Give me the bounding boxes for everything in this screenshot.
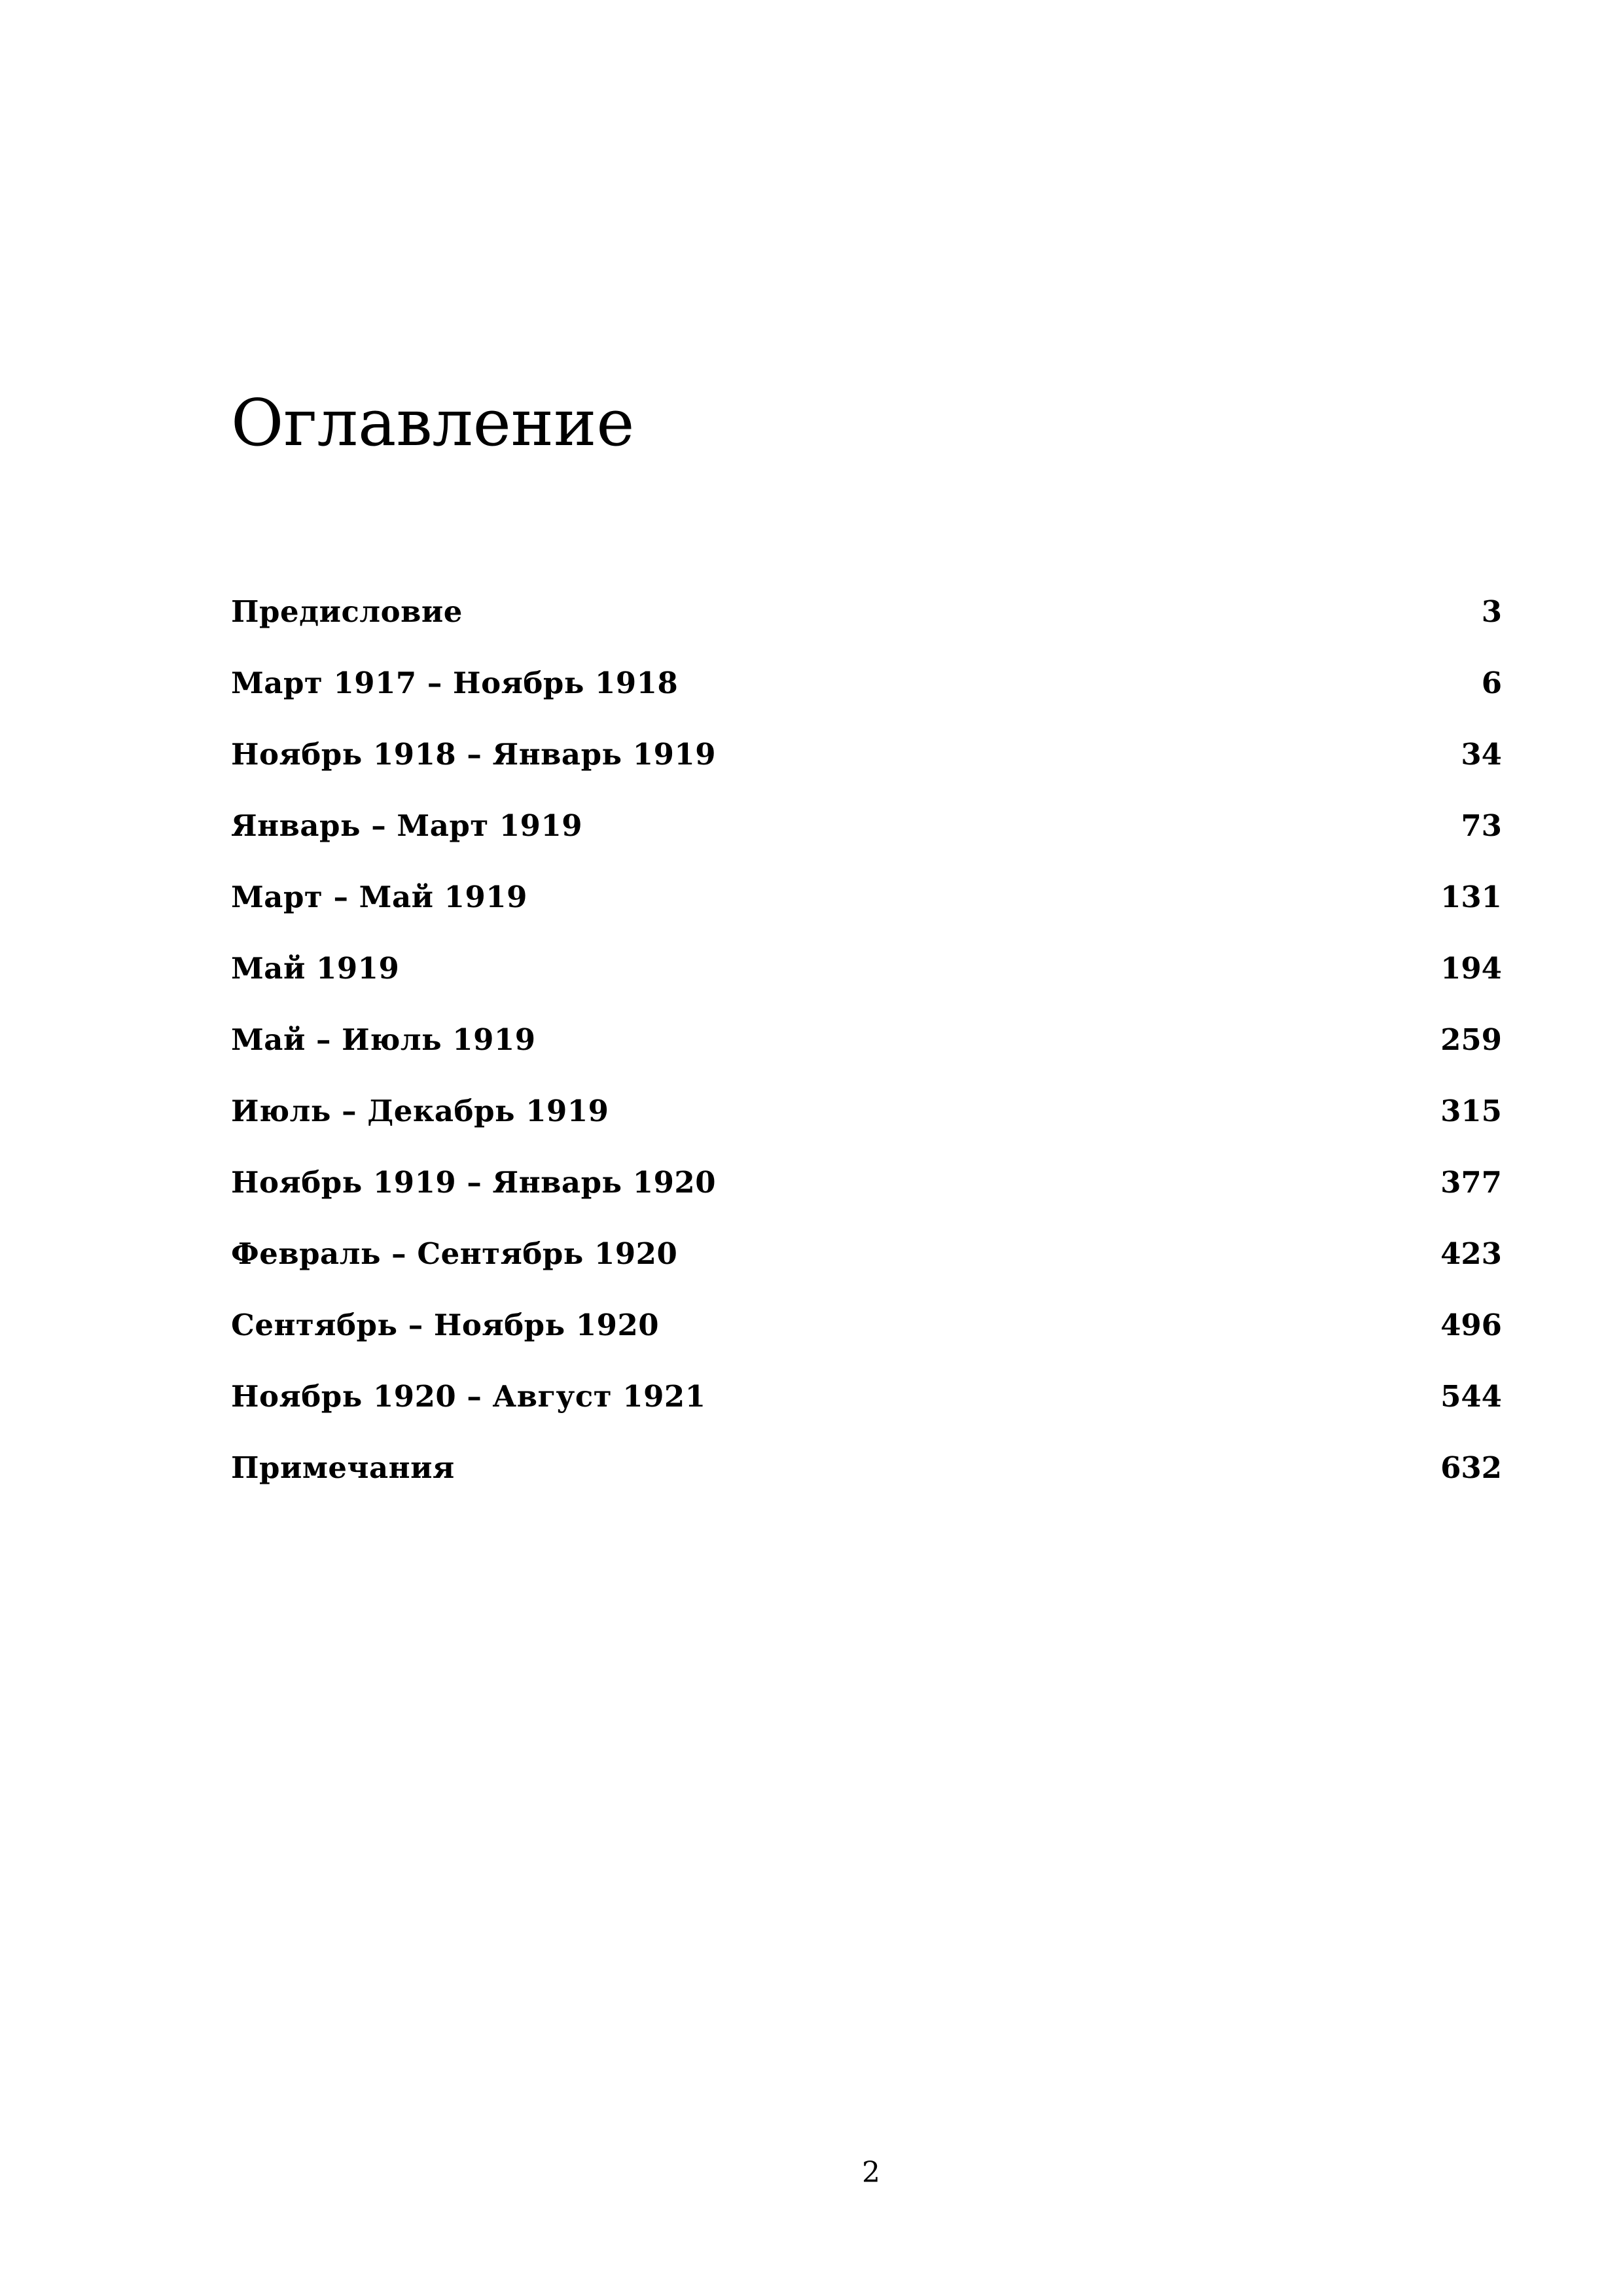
toc-entry-page: 423 [1440, 1236, 1502, 1271]
page-title: Оглавление [231, 386, 635, 461]
toc-entry[interactable] [231, 1432, 1502, 1503]
toc-entry-title: Июль – Декабрь 1919 [231, 1094, 609, 1128]
toc-entry-title: Февраль – Сентябрь 1920 [231, 1236, 678, 1271]
toc-entry-page: 131 [1440, 880, 1502, 914]
toc-entry[interactable] [231, 719, 1502, 790]
toc-entry-title: Предисловие [231, 594, 463, 629]
toc-entry[interactable] [231, 1218, 1502, 1289]
toc-entry-page: 3 [1481, 594, 1502, 629]
table-of-contents [231, 576, 1502, 1503]
toc-entry-title: Сентябрь – Ноябрь 1920 [231, 1308, 660, 1342]
toc-entry-page: 632 [1440, 1450, 1502, 1485]
toc-entry-title: Январь – Март 1919 [231, 808, 583, 843]
toc-entry-title: Май – Июль 1919 [231, 1022, 536, 1057]
toc-entry[interactable] [231, 647, 1502, 719]
toc-entry-page: 315 [1440, 1094, 1502, 1128]
toc-entry-page: 6 [1481, 666, 1502, 700]
toc-entry-page: 259 [1440, 1022, 1502, 1057]
toc-entry-title: Ноябрь 1918 – Январь 1919 [231, 737, 717, 772]
toc-entry-page: 194 [1440, 951, 1502, 986]
toc-entry[interactable] [231, 1004, 1502, 1075]
toc-entry-page: 34 [1461, 737, 1502, 772]
toc-entry-title: Ноябрь 1919 – Январь 1920 [231, 1165, 717, 1200]
toc-entry-page: 544 [1440, 1379, 1502, 1414]
toc-entry-title: Ноябрь 1920 – Август 1921 [231, 1379, 706, 1414]
toc-entry[interactable] [231, 933, 1502, 1004]
toc-entry-title: Май 1919 [231, 951, 400, 986]
toc-entry[interactable] [231, 861, 1502, 933]
toc-entry-page: 496 [1440, 1308, 1502, 1342]
toc-entry[interactable] [231, 1147, 1502, 1218]
toc-entry[interactable] [231, 1075, 1502, 1147]
page-number: 2 [862, 2156, 880, 2189]
toc-entry-title: Март – Май 1919 [231, 880, 527, 914]
toc-entry[interactable] [231, 576, 1502, 647]
toc-entry[interactable] [231, 1289, 1502, 1361]
toc-entry[interactable] [231, 790, 1502, 861]
toc-entry[interactable] [231, 1361, 1502, 1432]
toc-entry-title: Март 1917 – Ноябрь 1918 [231, 666, 679, 700]
toc-entry-page: 73 [1461, 808, 1502, 843]
toc-entry-title: Примечания [231, 1450, 455, 1485]
toc-entry-page: 377 [1440, 1165, 1502, 1200]
